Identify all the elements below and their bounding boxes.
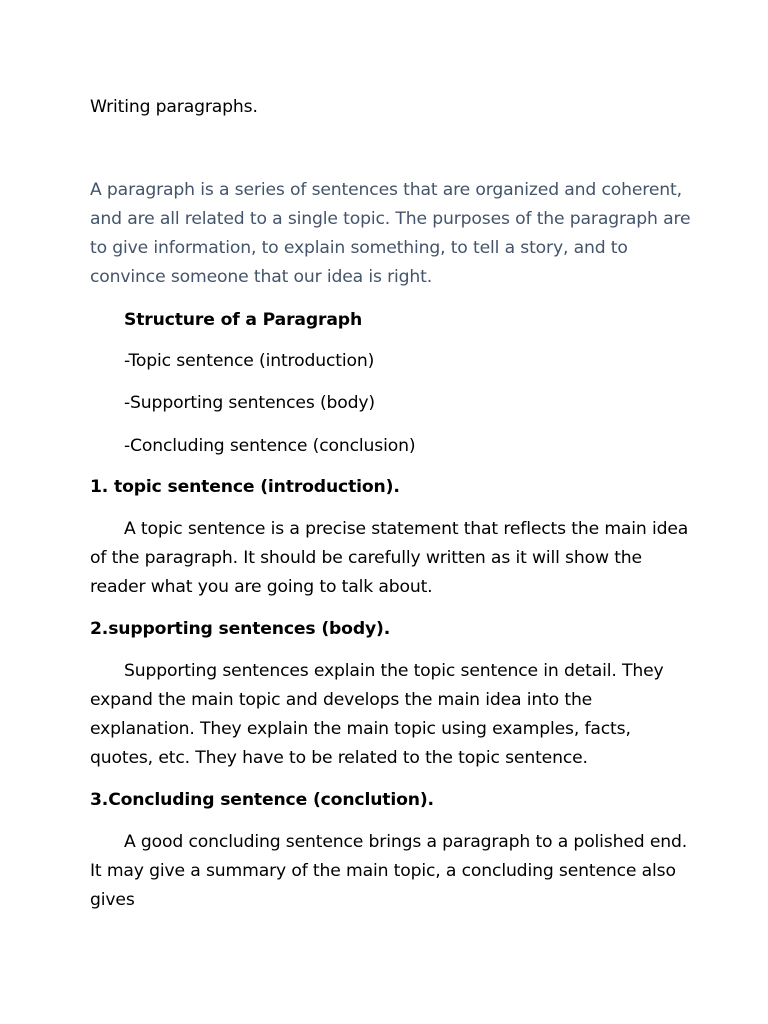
section-body-supporting-sentences: Supporting sentences explain the topic sentence in detail. They expand the main topic and develops the main idea into the explanation. They explain the main topic using examples, facts, quotes, etc. They have to be related to the topic sentence. <box>90 661 664 768</box>
section-heading-supporting-sentences: 2.supporting sentences (body). <box>90 619 391 639</box>
section-body-topic-sentence: A topic sentence is a precise statement that reflects the main idea of the paragraph. It should be carefully written as it will show the reader what you are going to talk about. <box>90 519 689 597</box>
document-title: Writing paragraphs. <box>90 97 258 117</box>
intro-paragraph: A paragraph is a series of sentences that are organized and coherent, and are all related to a single topic. The purposes of the paragraph are to give information, to explain something, to tell a story, and to convince someone that our idea is right. <box>90 180 691 287</box>
section-heading-concluding-sentence: 3.Concluding sentence (conclution). <box>90 790 434 810</box>
section-body-concluding-sentence: A good concluding sentence brings a paragraph to a polished end. It may give a summary of the main topic, a concluding sentence also gives <box>90 832 688 910</box>
structure-item-supporting: -Supporting sentences (body) <box>124 393 375 413</box>
structure-heading: Structure of a Paragraph <box>124 310 363 330</box>
section-heading-topic-sentence: 1. topic sentence (introduction). <box>90 477 400 497</box>
structure-item-topic: -Topic sentence (introduction) <box>124 351 375 371</box>
structure-item-concluding: -Concluding sentence (conclusion) <box>124 436 416 456</box>
